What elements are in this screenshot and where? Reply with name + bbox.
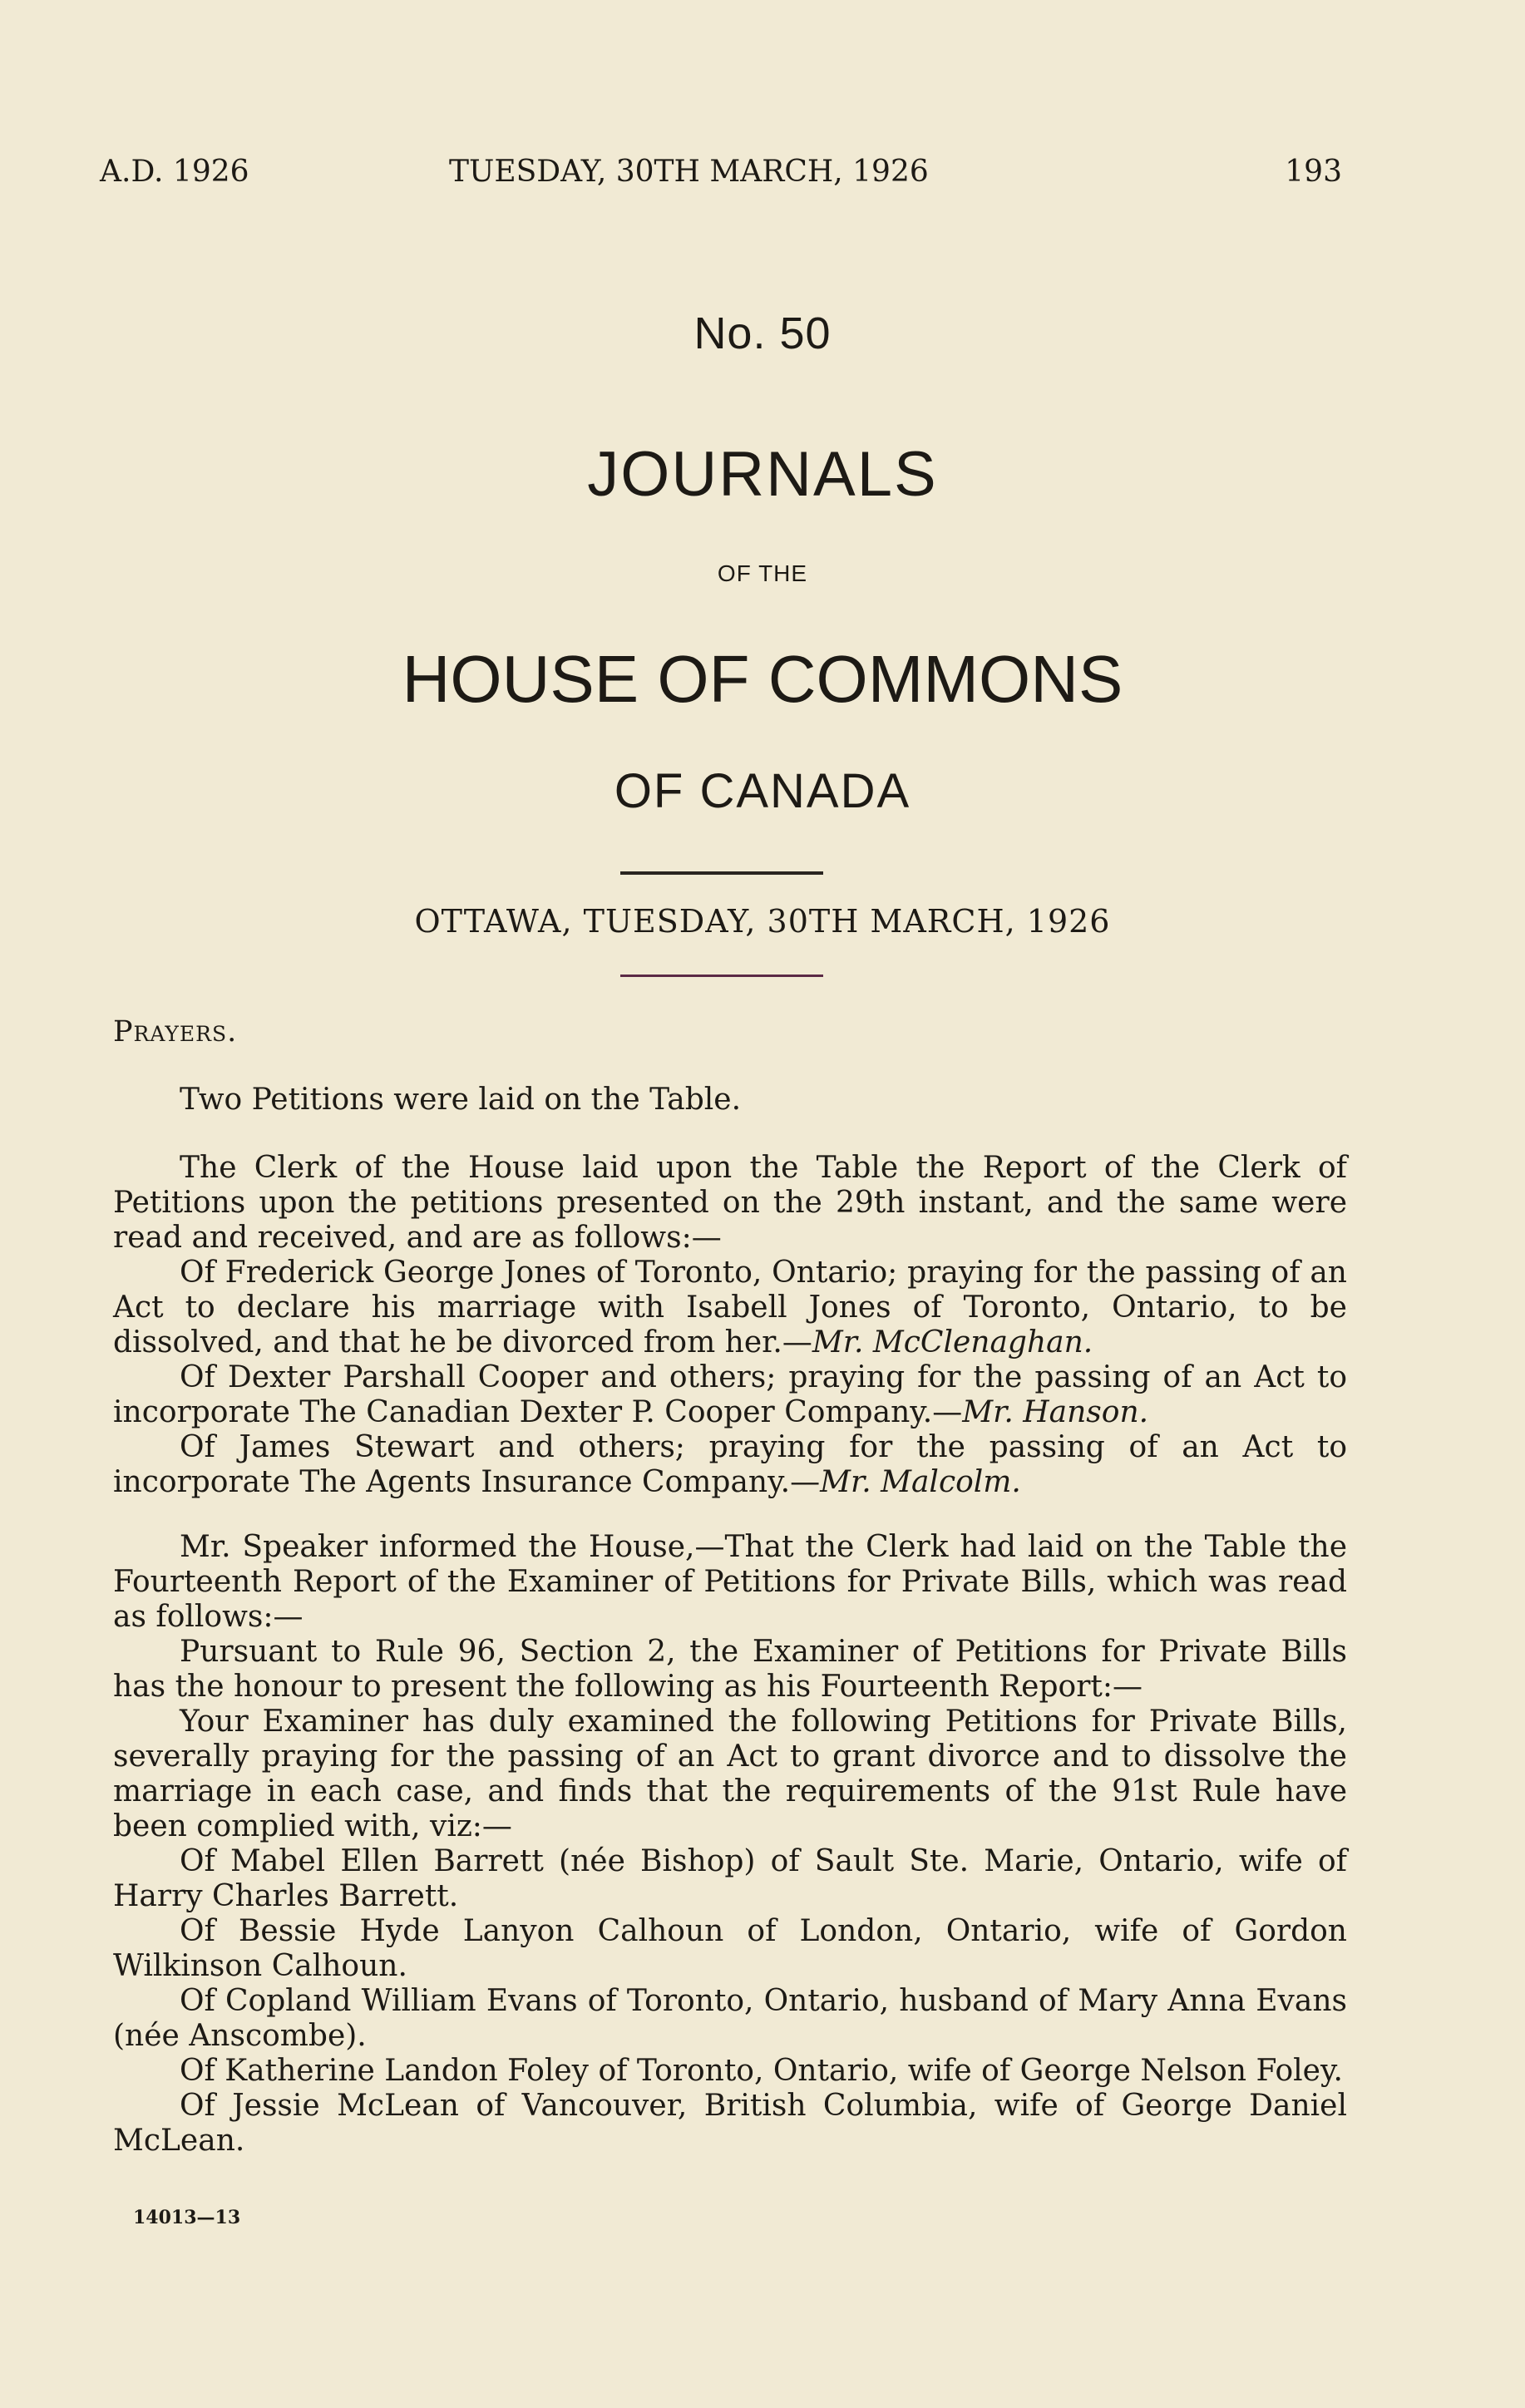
dateline: OTTAWA, TUESDAY, 30TH MARCH, 1926 (414, 903, 1111, 940)
header-date: TUESDAY, 30TH MARCH, 1926 (449, 155, 929, 189)
house-heading: HOUSE OF COMMONS (402, 642, 1123, 716)
petition-jones (113, 1256, 1347, 1360)
divider-rule-bottom (620, 975, 823, 977)
paragraph-speaker: Mr. Speaker informed the House,—That the Clerk had laid on the Table the Fourteenth Report of the Examiner of Petitions for Private Bills, which was read as follows:— (113, 1530, 1347, 1634)
journal-number: No. 50 (693, 308, 832, 358)
prayers-heading: Prayers. (113, 1015, 238, 1049)
petition-calhoun: Of Bessie Hyde Lanyon Calhoun of London, Ontario, wife of Gordon Wilkinson Calhoun. (113, 1914, 1347, 1983)
canada-heading: OF CANADA (614, 764, 911, 818)
title-block (0, 308, 1525, 819)
petition-cooper (113, 1360, 1347, 1430)
journals-heading: JOURNALS (587, 439, 938, 510)
divider-rule-top (620, 871, 823, 875)
petition-foley: Of Katherine Landon Foley of Toronto, Ontario, wife of George Nelson Foley. (180, 2054, 1343, 2088)
petition-mclean: Of Jessie McLean of Vancouver, British Columbia, wife of George Daniel McLean. (113, 2089, 1347, 2158)
member-name: Mr. Malcolm. (820, 1465, 1021, 1499)
page-number: 193 (1285, 155, 1342, 189)
member-name: Mr. Hanson. (962, 1395, 1149, 1429)
paragraph-rule-96: Pursuant to Rule 96, Section 2, the Examiner of Petitions for Private Bills has the honour to present the following as his Fourteenth Report:— (113, 1635, 1347, 1704)
petition-text: Of Frederick George Jones of Toronto, Ontario; praying for the passing of an Act to declare his marriage with Isabell Jones of Toronto, Ontario, to be dissolved, and that he be divorced from her.— (113, 1256, 1347, 1359)
paragraph-clerk-report: The Clerk of the House laid upon the Table the Report of the Clerk of Petitions upon the petitions presented on the 29th instant, and the same were read and received, and are as follows:— (113, 1151, 1347, 1255)
running-header (100, 155, 1342, 189)
paragraph-examiner: Your Examiner has duly examined the following Petitions for Private Bills, severally praying for the passing of an Act to grant divorce and to dissolve the marriage in each case, and finds that the requirements of the 91st Rule have been complied with, viz:— (113, 1705, 1347, 1843)
member-name: Mr. McClenaghan. (812, 1325, 1093, 1359)
petition-text: Of James Stewart and others; praying for the passing of an Act to incorporate The Agents Insurance Company.— (113, 1430, 1347, 1499)
header-year: A.D. 1926 (100, 155, 249, 189)
paragraph-petitions-laid: Two Petitions were laid on the Table. (180, 1083, 742, 1117)
journal-body (113, 1014, 1347, 2159)
print-code: 14013—13 (133, 2207, 241, 2228)
petition-text: Of Dexter Parshall Cooper and others; praying for the passing of an Act to incorporate The Canadian Dexter P. Cooper Company.— (113, 1360, 1347, 1429)
petition-evans: Of Copland William Evans of Toronto, Ontario, husband of Mary Anna Evans (née Anscombe). (113, 1984, 1347, 2053)
petition-barrett: Of Mabel Ellen Barrett (née Bishop) of Sault Ste. Marie, Ontario, wife of Harry Charles Barrett. (113, 1844, 1347, 1913)
of-the-heading: OF THE (717, 560, 808, 586)
petition-stewart (113, 1430, 1347, 1500)
